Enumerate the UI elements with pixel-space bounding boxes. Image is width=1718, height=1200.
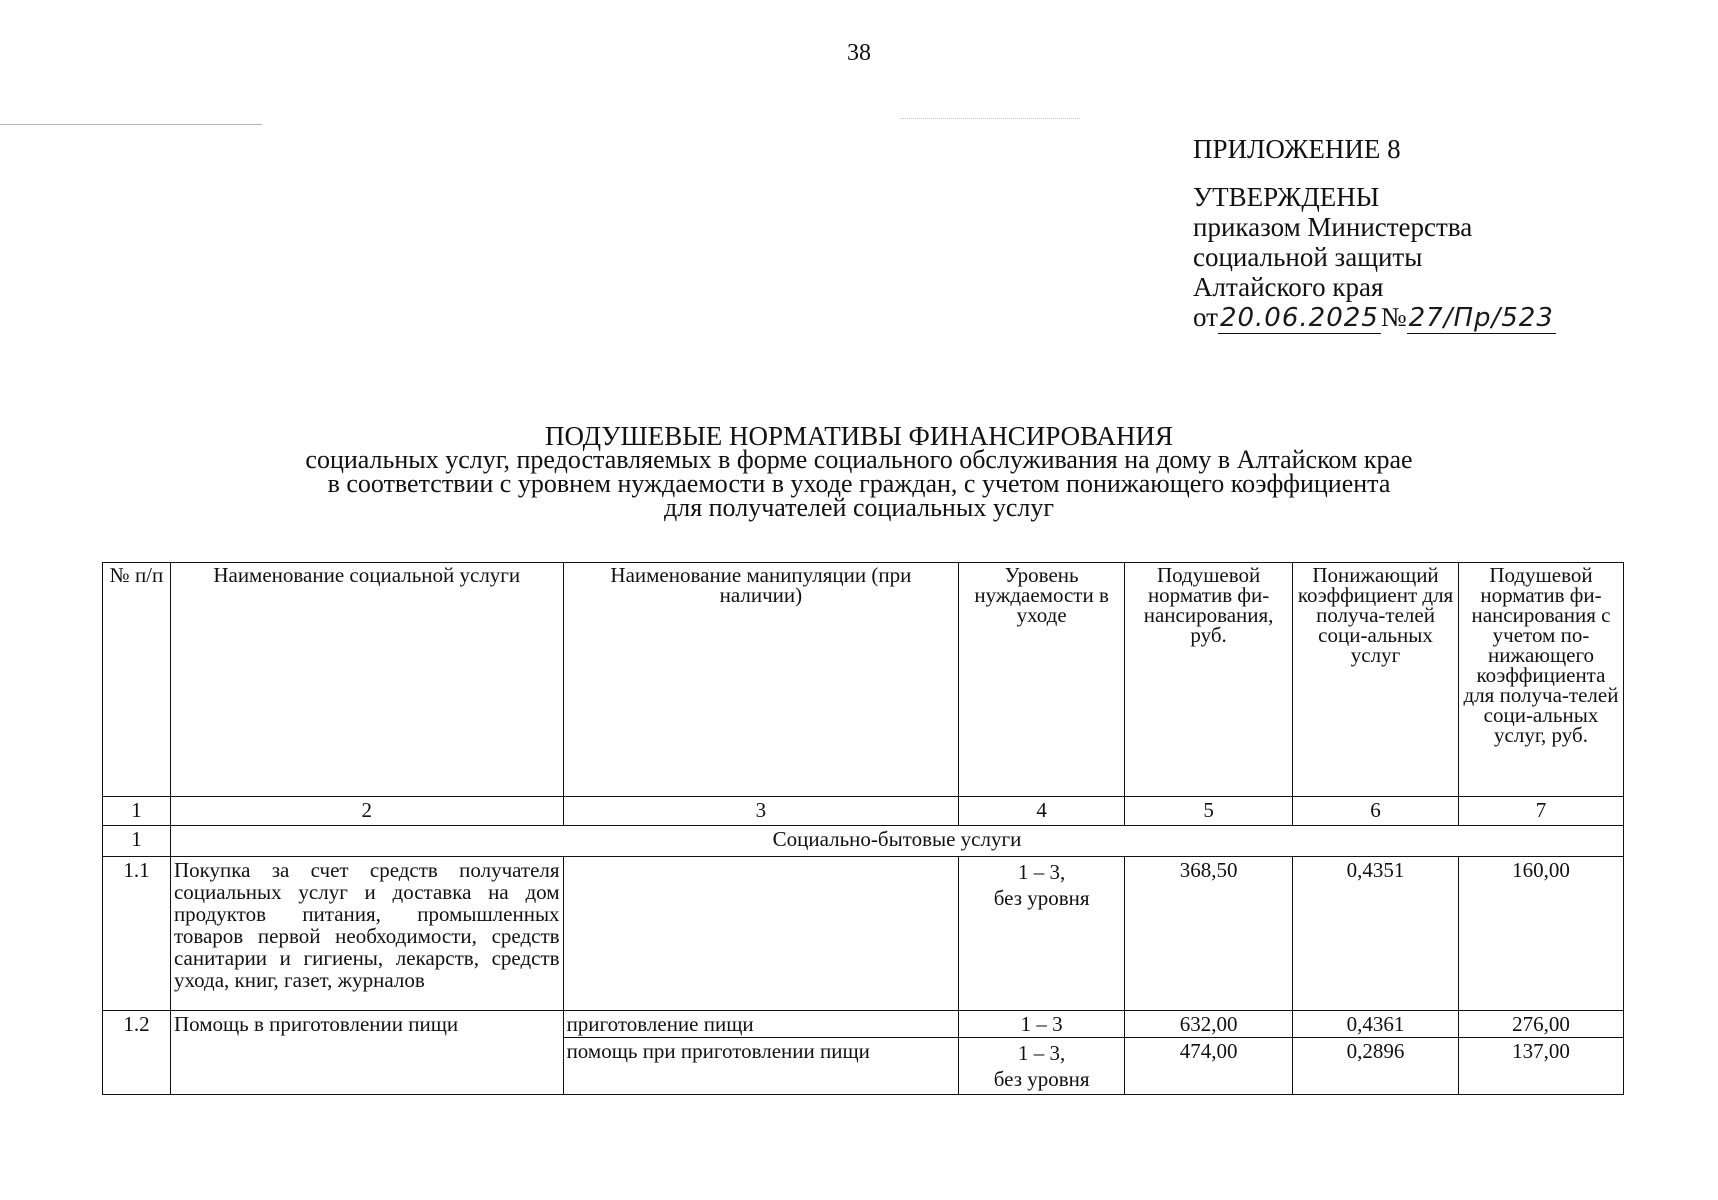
row-norm: 368,50 [1125,857,1293,1011]
header-norm-adj: Подушевой норматив фи-нансирования с учетом по-нижающего коэффициента для получа-телей соци-альных услуг, руб. [1458,563,1623,797]
approved-label: УТВЕРЖДЕНЫ [1193,182,1380,212]
row-norm-adj: 276,00 [1458,1011,1623,1038]
level-line: 1 – 3, [1018,1041,1066,1065]
header-norm: Подушевой норматив фи-нансирования, руб. [1125,563,1293,797]
header-coef: Понижающий коэффициент для получа-телей соци-альных услуг [1293,563,1459,797]
date-prefix: от [1193,302,1218,332]
column-number-row [103,797,1624,826]
header-manipulation: Наименование манипуляции (при наличии) [563,563,959,797]
table-row [103,857,1624,1011]
row-coef: 0,2896 [1293,1038,1459,1095]
header-service: Наименование социальной услуги [170,563,563,797]
row-manipulation [563,857,959,1011]
column-number: 1 [103,797,171,826]
column-number: 7 [1458,797,1623,826]
approval-line-3: Алтайского края [1193,272,1384,302]
row-level [959,857,1125,1011]
approval-line-2: социальной защиты [1193,242,1423,272]
row-service: Помощь в приготовлении пищи [170,1011,563,1095]
row-number: 1.1 [103,857,171,1011]
row-service: Покупка за счет средств получателя социальных услуг и доставка на дом продуктов питания, промышленных товаров первой необходимости, средств санитарии и гигиены, лекарств, средств ухода, книг, газет, журналов [170,857,563,1011]
document-title [0,421,1718,522]
header-dotted-rule [900,118,1080,119]
handwritten-date: 20.06.2025 [1219,303,1379,333]
level-line: без уровня [993,886,1090,910]
row-norm-adj: 160,00 [1458,857,1623,1011]
norms-table [102,562,1624,1095]
row-norm: 632,00 [1125,1011,1293,1038]
order-line [1193,302,1556,334]
column-number: 4 [959,797,1125,826]
row-level: 1 – 3 [959,1011,1125,1038]
row-manipulation: приготовление пищи [563,1011,959,1038]
section-title: Социально-бытовые услуги [170,826,1623,857]
appendix-title: ПРИЛОЖЕНИЕ 8 [1193,134,1401,164]
number-prefix: № [1380,302,1407,332]
page-number: 38 [847,40,871,66]
document-title-line-2: в соответствии с уровнем нуждаемости в уходе граждан, с учетом понижающего коэффициента [327,469,1391,498]
row-norm: 474,00 [1125,1038,1293,1095]
row-level [959,1038,1125,1095]
document-title-line-1: социальных услуг, предоставляемых в форме социального обслуживания на дому в Алтайском крае [305,445,1413,474]
header-level: Уровень нуждаемости в уходе [959,563,1125,797]
row-manipulation: помощь при приготовлении пищи [563,1038,959,1095]
section-number: 1 [103,826,171,857]
header-rule [0,124,262,125]
header-number: № п/п [103,563,171,797]
document-title-main: ПОДУШЕВЫЕ НОРМАТИВЫ ФИНАНСИРОВАНИЯ [545,421,1173,451]
header-row [103,563,1624,797]
table-row [103,1011,1624,1038]
appendix-block [1193,134,1556,334]
row-norm-adj: 137,00 [1458,1038,1623,1095]
column-number: 5 [1125,797,1293,826]
document-title-line-3: для получателей социальных услуг [663,493,1054,522]
level-line: 1 – 3, [1018,860,1066,884]
row-coef: 0,4361 [1293,1011,1459,1038]
row-coef: 0,4351 [1293,857,1459,1011]
approval-line-1: приказом Министерства [1193,212,1473,242]
column-number: 2 [170,797,563,826]
level-line: без уровня [993,1067,1090,1091]
column-number: 6 [1293,797,1459,826]
handwritten-number: 27/Пр/523 [1408,303,1554,333]
column-number: 3 [563,797,959,826]
row-number: 1.2 [103,1011,171,1095]
section-row [103,826,1624,857]
